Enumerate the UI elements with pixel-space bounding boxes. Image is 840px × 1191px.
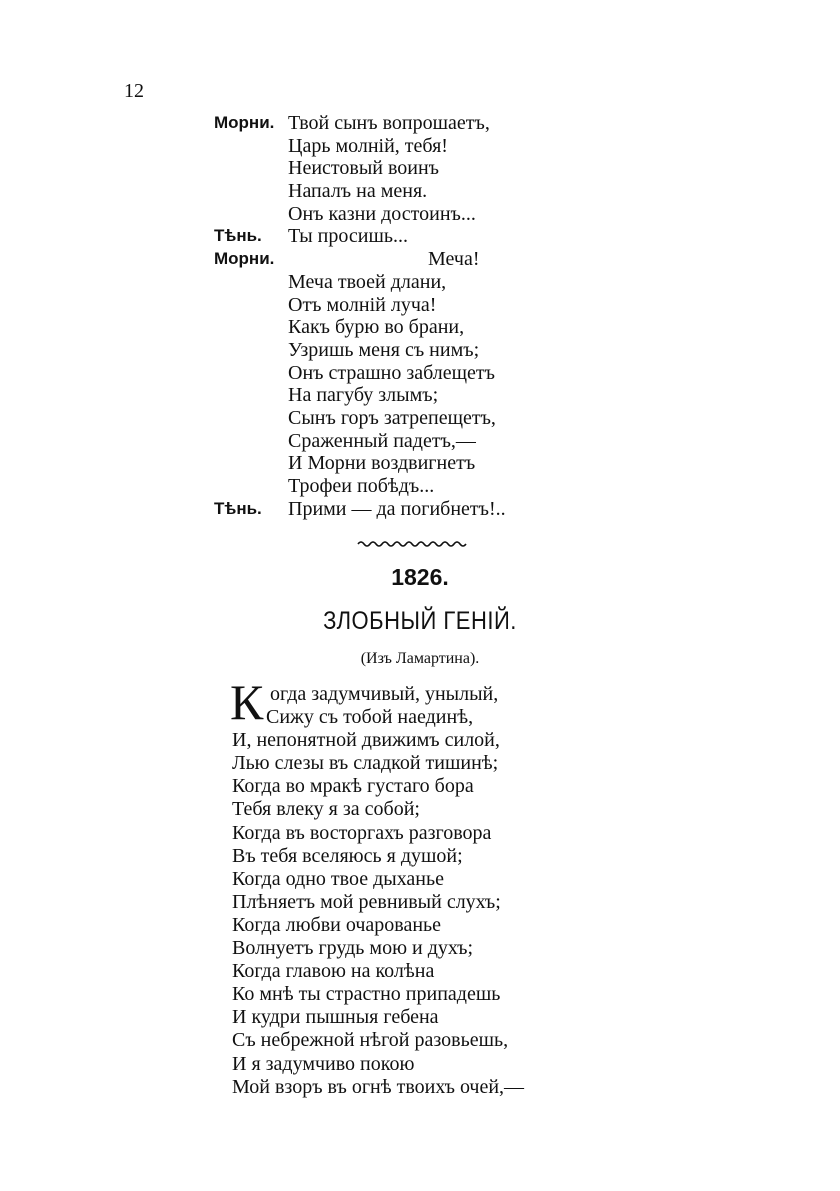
poem-line: Въ тебя вселяюсь я душой;: [232, 844, 463, 867]
verse-text: Сраженный падетъ,—: [288, 429, 476, 452]
verse-text: Меча твоей длани,: [288, 270, 447, 293]
verse-text: Царь молній, тебя!: [288, 134, 448, 157]
year-heading: 1826.: [391, 564, 449, 590]
verse-text: Онъ казни достоинъ...: [288, 202, 476, 225]
poem-line: Тебя влеку я за собой;: [232, 798, 420, 821]
verse-text: Неистовый воинъ: [288, 157, 440, 180]
verse-text: Трофеи побѣдъ...: [288, 475, 435, 497]
speaker-name: Тѣнь.: [214, 226, 262, 246]
poem-line: Волнуетъ грудь мою и духъ;: [232, 937, 474, 960]
verse-text: Меча!: [428, 248, 480, 271]
speaker-name: Тѣнь.: [214, 498, 262, 518]
poem-line: Ко мнѣ ты страстно припадешь: [232, 983, 501, 1006]
poem-line: Когда главою на колѣна: [232, 960, 435, 983]
poem-line: Мой взоръ въ огнѣ твоихъ очей,—: [232, 1075, 525, 1098]
poem-line: Когда любви очарованье: [232, 913, 442, 936]
verse-text: Ты просишь...: [288, 225, 408, 248]
poem-line: Сижу съ тобой наединѣ,: [266, 706, 474, 729]
verse-text: Узришь меня съ нимъ;: [288, 338, 480, 361]
poem-line: Когда одно твое дыханье: [232, 867, 445, 890]
drop-cap: К: [230, 674, 264, 730]
poem-title: ЗЛОБНЫЙ ГЕНІЙ.: [323, 606, 517, 635]
verse-text: Твой сынъ вопрошаетъ,: [288, 112, 490, 134]
verse-text: Прими — да погибнетъ!..: [288, 497, 506, 520]
poem-subtitle: (Изъ Ламартина).: [360, 650, 480, 667]
page-number: 12: [124, 80, 144, 102]
poem-line: Когда въ восторгахъ разговора: [232, 821, 492, 844]
verse-text: И Морни воздвигнетъ: [288, 452, 476, 475]
speaker-name: Морни.: [214, 113, 275, 132]
poem-line: Плѣняетъ мой ревнивый слухъ;: [232, 890, 501, 913]
poem-line: Лью слезы въ сладкой тишинѣ;: [232, 752, 499, 775]
verse-text: Сынъ горъ затрепещетъ,: [288, 406, 496, 429]
wavy-divider-ornament: [356, 538, 468, 550]
poem-line: И, непонятной движимъ силой,: [232, 729, 500, 752]
poem-line: Съ небрежной нѣгой разовьешь,: [232, 1029, 509, 1052]
verse-text: Онъ страшно заблещетъ: [288, 361, 496, 384]
poem-body: [230, 674, 525, 1099]
poem-line: Когда во мракѣ густаго бора: [232, 775, 474, 798]
speaker-name: Морни.: [214, 249, 275, 269]
verse-text: Отъ молній луча!: [288, 293, 437, 316]
poem-line: огда задумчивый, унылый,: [270, 683, 499, 705]
poem-line: И я задумчиво покою: [232, 1052, 415, 1075]
verse-text: Какъ бурю во брани,: [288, 316, 465, 339]
verse-text: На пагубу злымъ;: [288, 384, 439, 407]
poem-line: И кудри пышныя гебена: [232, 1006, 439, 1029]
verse-text: Напалъ на меня.: [288, 180, 428, 203]
